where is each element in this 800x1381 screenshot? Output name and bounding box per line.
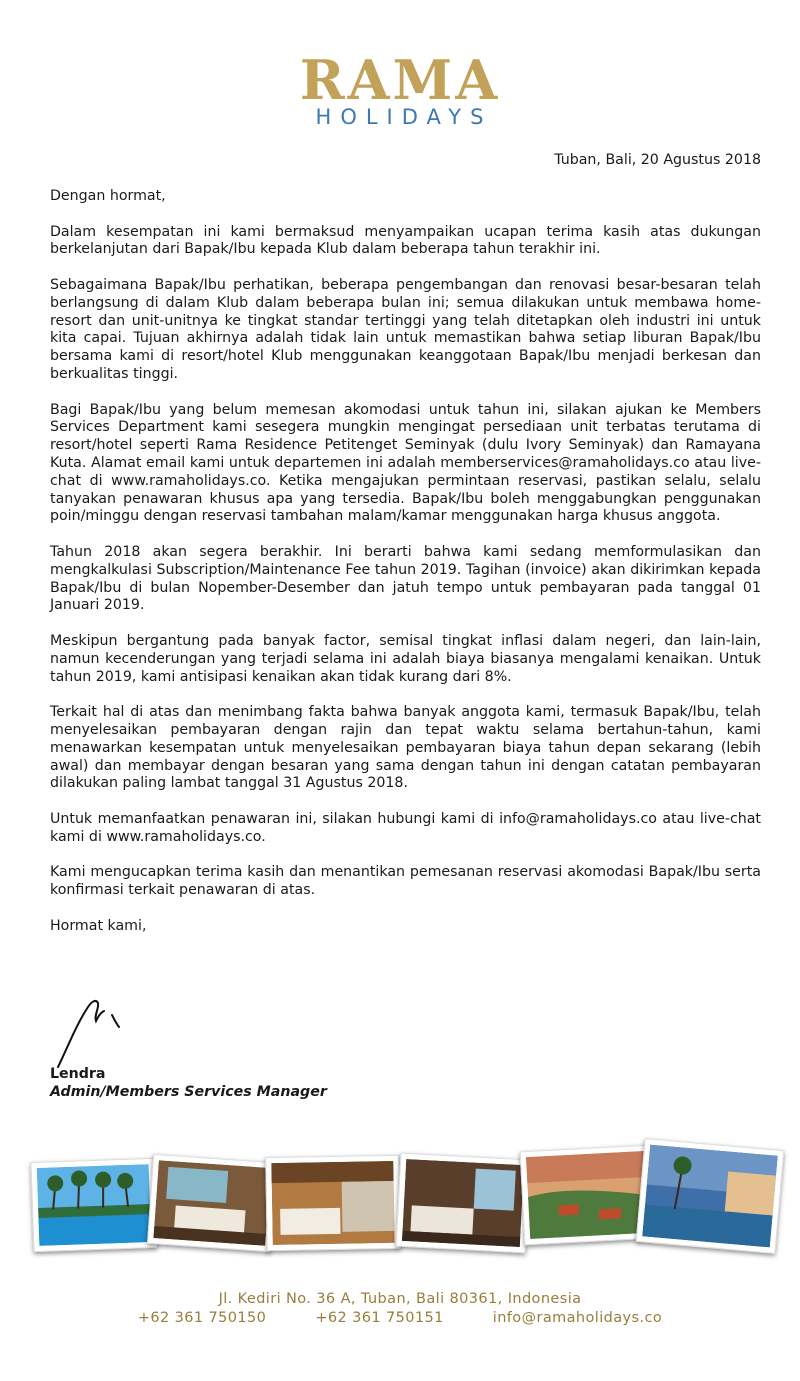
- signer-name: Lendra: [50, 1066, 106, 1082]
- footer-phone-1: +62 361 750150: [137, 1310, 267, 1326]
- suite-bedroom-photo: [265, 1155, 401, 1251]
- footer-email[interactable]: info@ramaholidays.co: [492, 1310, 663, 1326]
- salutation: Dengan hormat,: [50, 188, 166, 204]
- letter-date: Tuban, Bali, 20 Agustus 2018: [554, 152, 761, 168]
- logo-wordmark-holidays: HOLIDAYS: [315, 105, 493, 129]
- paragraph: Kami mengucapkan terima kasih dan menantikan pemesanan reservasi akomodasi Bapak/Ibu serta konfirmasi terkait penawaran di atas.: [50, 864, 761, 899]
- resort-aerial-photo: [520, 1145, 655, 1246]
- paragraph: Dalam kesempatan ini kami bermaksud menyampaikan ucapan terima kasih atas dukungan berkelanjutan dari Bapak/Ibu kepada Klub dalam beberapa tahun terakhir ini.: [50, 223, 761, 258]
- hotel-room-photo: [147, 1154, 277, 1252]
- footer-phone-2: +62 361 750151: [315, 1310, 444, 1326]
- villa-pool-photo: [636, 1138, 785, 1254]
- handwritten-signature: [52, 995, 132, 1075]
- logo-wordmark-rama: RAMA: [299, 48, 501, 112]
- paragraph: Untuk memanfaatkan penawaran ini, silakan hubungi kami di info@ramaholidays.co atau live-chat kami di www.ramaholidays.co.: [50, 810, 761, 845]
- letter-footer: [0, 1290, 800, 1328]
- footer-contacts: [0, 1309, 800, 1328]
- paragraph: Sebagaimana Bapak/Ibu perhatikan, beberapa pengembangan dan renovasi besar-besaran telah berlangsung di dalam Klub dalam beberapa bulan ini; semua dilakukan untuk membawa home-resort dan unit-unitnya ke tingkat standar tertinggi yang telah ditetapkan oleh industri ini untuk kita capai. Tujuan akhirnya adalah tidak lain untuk memastikan bahwa setiap liburan Bapak/Ibu bersama kami di resort/hotel Klub menggunakan keanggotaan Bapak/Ibu menjadi berkesan dan berkualitas tinggi.: [50, 276, 761, 382]
- signer-block: [50, 1065, 327, 1101]
- letter-body: [50, 188, 761, 953]
- paragraph: Bagi Bapak/Ibu yang belum memesan akomodasi untuk tahun ini, silakan ajukan ke Members Services Department kami sesegera mungkin mengingat persediaan unit terbatas terutama di resort/hotel seperti Rama Residence Petitenget Seminyak (dulu Ivory Seminyak) dan Ramayana Kuta. Alamat email kami untuk departemen ini adalah memberservices@ramaholidays.co atau live-chat di www.ramaholidays.co. Ketika mengajukan permintaan reservasi, pastikan selalu, selalu tanyakan penawaran khusus apa yang tersedia. Bapak/Ibu boleh menggabungkan penggunakan poin/minggu dengan reservasi tambahan malam/kamar menggunakan harga khusus anggota.: [50, 401, 761, 525]
- company-logo: [0, 48, 800, 129]
- paragraph: Terkait hal di atas dan menimbang fakta bahwa banyak anggota kami, termasuk Bapak/Ibu, telah menyelesaikan pembayaran dengan rajin dan tepat waktu selama bertahun-tahun, kami menawarkan kesempatan untuk menyelesaikan pembayaran biaya tahun depan sekarang (lebih awal) dan membayar dengan besaran yang sama dengan tahun ini dengan catatan pembayaran dilakukan paling lambat tanggal 31 Agustus 2018.: [50, 704, 761, 792]
- beach-pool-photo: [30, 1158, 157, 1252]
- footer-address: Jl. Kediri No. 36 A, Tuban, Bali 80361, Indonesia: [218, 1291, 582, 1307]
- paragraph: Tahun 2018 akan segera berakhir. Ini berarti bahwa kami sedang memformulasikan dan mengkalkulasi Subscription/Maintenance Fee tahun 2019. Tagihan (invoice) akan dikirimkan kepada Bapak/Ibu di bulan Nopember-Desember dan jatuh tempo untuk pembayaran pada tanggal 01 Januari 2019.: [50, 543, 761, 614]
- closing: Hormat kami,: [50, 917, 147, 934]
- paragraph: Meskipun bergantung pada banyak factor, semisal tingkat inflasi dalam negeri, dan lain-lain, namun kecenderungan yang terjadi selama ini adalah biaya biasanya mengalami kenaikan. Untuk tahun 2019, kami antisipasi kenaikan akan tidak kurang dari 8%.: [50, 632, 761, 685]
- room-interior-photo: [396, 1153, 531, 1254]
- photo-strip: [0, 1130, 800, 1260]
- signer-title: Admin/Members Services Manager: [50, 1084, 327, 1100]
